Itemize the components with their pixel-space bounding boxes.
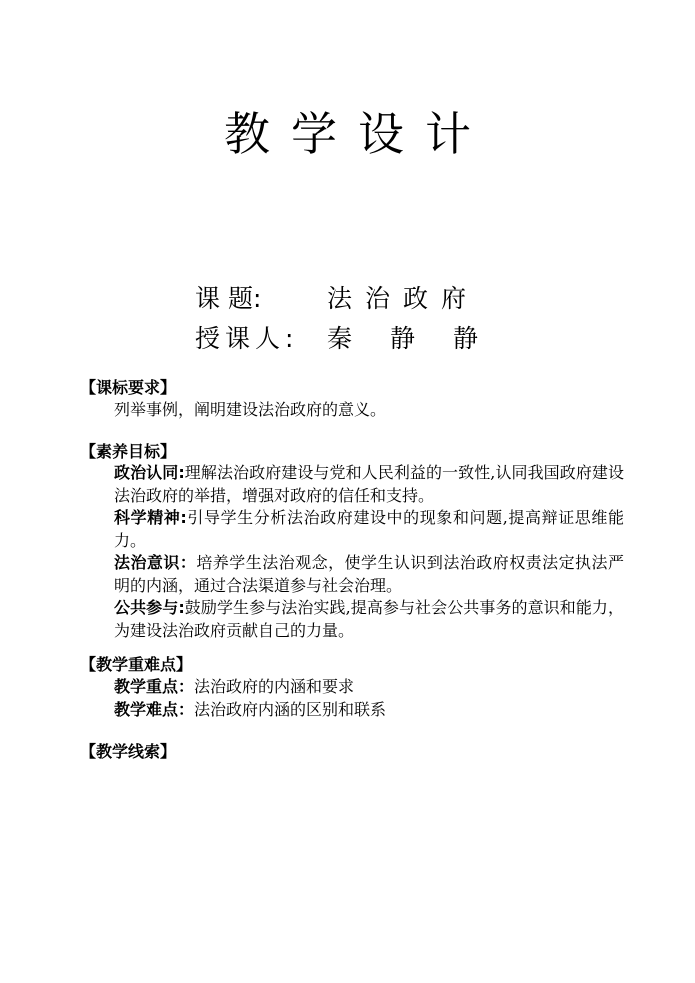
- key-point-text: 法治政府内涵的区别和联系: [194, 700, 387, 719]
- key-point-label: 教学重点：: [114, 677, 195, 696]
- topic-value: 法治政府: [327, 284, 480, 313]
- literacy-item: [114, 462, 624, 507]
- section-heading-clue: 【教学线索】: [80, 742, 177, 761]
- literacy-item: [114, 552, 624, 597]
- document-title: 教学设计: [224, 107, 492, 161]
- literacy-item-text: 培养学生法治观念，使学生认识到法治政府权责法定执法严明的内涵，通过合法渠道参与社会治理。: [114, 553, 624, 595]
- standard-text: 列举事例，阐明建设法治政府的意义。: [114, 400, 387, 419]
- literacy-item-text: 理解法治政府建设与党和人民利益的一致性,认同我国政府建设法治政府的举措，增强对政府的信任和支持。: [114, 463, 624, 505]
- literacy-item-label: 科学精神:: [114, 508, 187, 527]
- section-heading-standard: 【课标要求】: [80, 378, 177, 397]
- teacher-row: [195, 322, 516, 356]
- section-heading-key-points: 【教学重难点】: [80, 655, 193, 674]
- literacy-item-label: 政治认同:: [114, 463, 185, 482]
- literacy-item-label: 公共参与:: [114, 598, 185, 617]
- topic-row: [195, 282, 479, 316]
- key-point-item: [114, 699, 386, 721]
- literacy-item-label: 法治意识：: [114, 553, 197, 572]
- key-point-text: 法治政府的内涵和要求: [194, 677, 355, 696]
- key-point-item: [114, 676, 354, 698]
- key-point-label: 教学难点：: [114, 700, 195, 719]
- literacy-item: [114, 507, 624, 552]
- section-heading-literacy: 【素养目标】: [80, 442, 177, 461]
- literacy-item-text: 引导学生分析法治政府建设中的现象和问题,提高辩证思维能力。: [114, 508, 624, 550]
- literacy-item-text: 鼓励学生参与法治实践,提高参与社会公共事务的意识和能力，为建设法治政府贡献自己的力量。: [114, 598, 624, 640]
- topic-label: 课 题:: [195, 284, 262, 313]
- literacy-item: [114, 597, 624, 642]
- teacher-label: 授课人:: [195, 324, 299, 353]
- teacher-value: 秦静静: [327, 324, 517, 353]
